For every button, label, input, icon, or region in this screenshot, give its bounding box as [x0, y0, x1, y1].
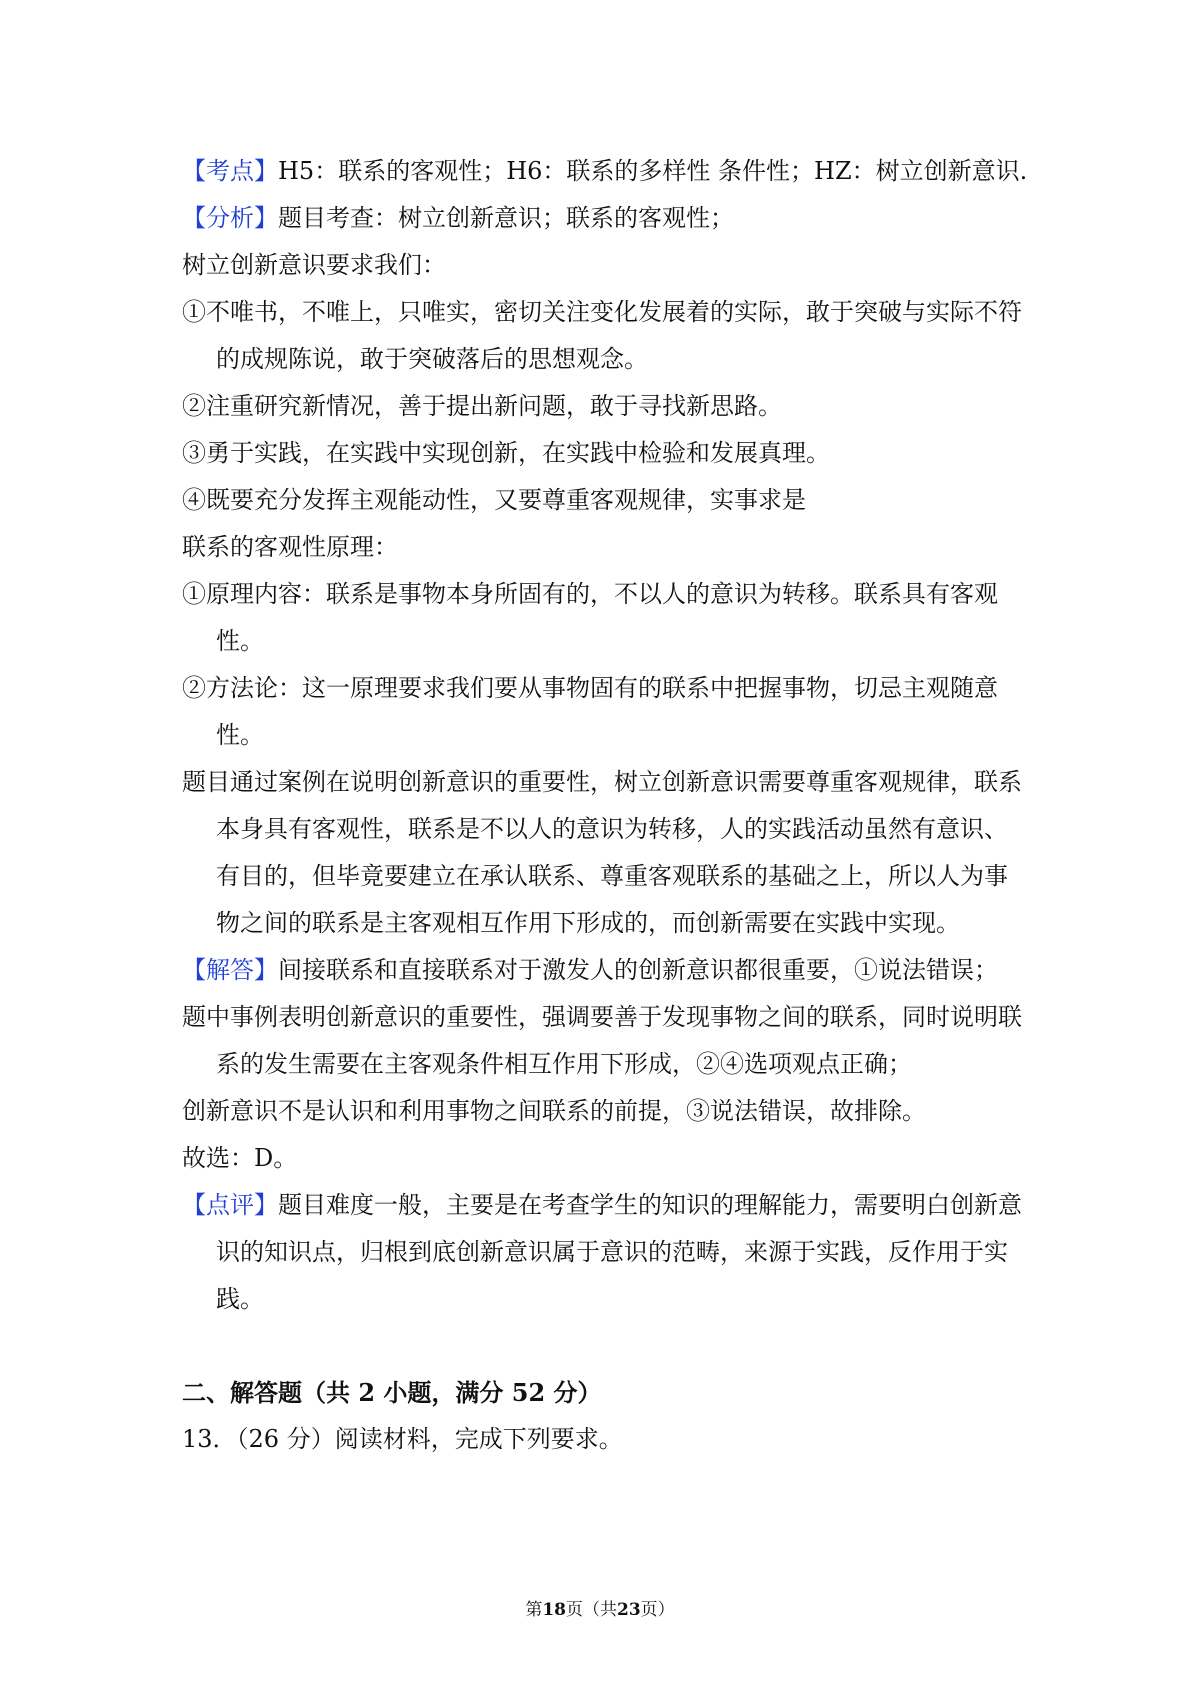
page-footer [0, 1598, 1200, 1622]
fenxi-line: 题目通过案例在说明创新意识的重要性，树立创新意识需要尊重客观规律，联系本身具有客观性，联系是不以人的意识为转移，人的实践活动虽然有意识、有目的，但毕竟要建立在承认联系、尊重客观联系的基础之上，所以人为事物之间的联系是主客观相互作用下形成的，而创新需要在实践中实现。 [182, 768, 1022, 937]
jieda-text: 间接联系和直接联系对于激发人的创新意识都很重要，①说法错误； [278, 956, 998, 984]
jieda-line: 创新意识不是认识和利用事物之间联系的前提，③说法错误，故排除。 [182, 1097, 926, 1125]
dianping-tag: 【点评】 [182, 1191, 278, 1219]
document-body [182, 148, 1030, 1463]
fenxi-line: ④既要充分发挥主观能动性，又要尊重客观规律，实事求是 [182, 486, 806, 514]
fenxi-line: 联系的客观性原理： [182, 533, 398, 561]
fenxi-line: ②注重研究新情况，善于提出新问题，敢于寻找新思路。 [182, 392, 782, 420]
jieda-tag: 【解答】 [182, 956, 278, 984]
fenxi-tag: 【分析】 [182, 204, 278, 232]
fenxi-paragraph [182, 195, 1030, 242]
footer-prefix: 第 [525, 1600, 543, 1620]
fenxi-line: ①不唯书，不唯上，只唯实，密切关注变化发展着的实际，敢于突破与实际不符的成规陈说，敢于突破落后的思想观念。 [182, 298, 1022, 373]
kaodian-paragraph [182, 148, 1030, 195]
dianping-paragraph [182, 1182, 1030, 1323]
fenxi-line: ③勇于实践，在实践中实现创新，在实践中检验和发展真理。 [182, 439, 830, 467]
footer-page-number: 18 [542, 1600, 566, 1620]
kaodian-text: H5：联系的客观性；H6：联系的多样性 条件性；HZ：树立创新意识. [278, 157, 1028, 185]
fenxi-line: ②方法论：这一原理要求我们要从事物固有的联系中把握事物，切忌主观随意性。 [182, 674, 998, 749]
footer-total-pages: 23 [617, 1600, 641, 1620]
jieda-paragraph [182, 947, 1030, 994]
footer-middle: 页（共 [566, 1600, 617, 1620]
question-13: 13．（26 分）阅读材料，完成下列要求。 [182, 1425, 623, 1453]
fenxi-line: 树立创新意识要求我们： [182, 251, 446, 279]
fenxi-line: ①原理内容：联系是事物本身所固有的，不以人的意识为转移。联系具有客观性。 [182, 580, 998, 655]
fenxi-text: 题目考查：树立创新意识；联系的客观性； [278, 204, 734, 232]
dianping-text: 题目难度一般，主要是在考查学生的知识的理解能力，需要明白创新意识的知识点，归根到底创新意识属于意识的范畴，来源于实践，反作用于实践。 [216, 1191, 1022, 1313]
jieda-line: 题中事例表明创新意识的重要性，强调要善于发现事物之间的联系，同时说明联系的发生需要在主客观条件相互作用下形成，②④选项观点正确； [182, 1003, 1022, 1078]
jieda-answer: 故选：D。 [182, 1144, 298, 1172]
footer-suffix: 页） [640, 1600, 675, 1620]
section-title: 二、解答题（共 2 小题，满分 52 分） [182, 1378, 602, 1407]
kaodian-tag: 【考点】 [182, 157, 278, 185]
